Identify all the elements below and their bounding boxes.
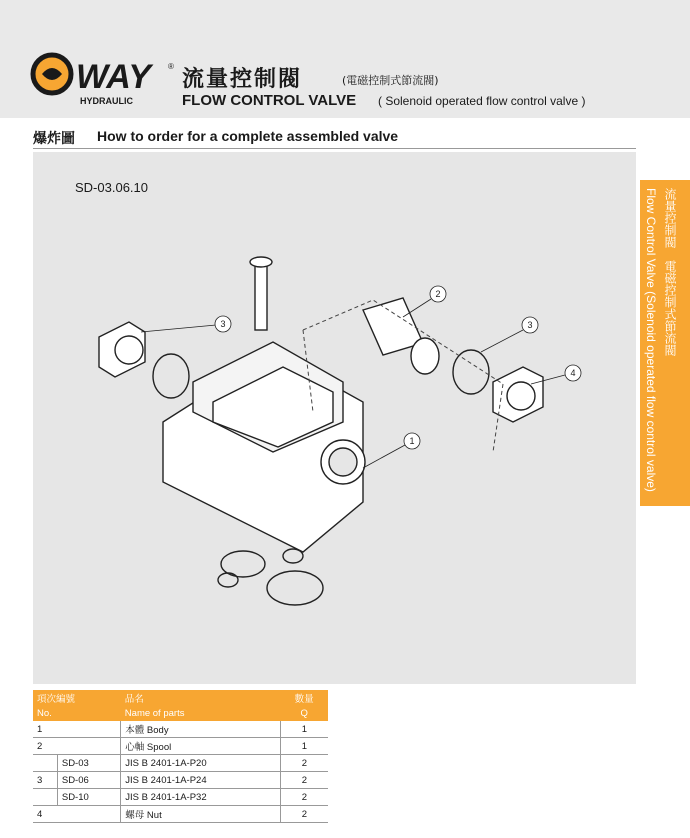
row-q: 1 [280, 738, 328, 755]
row-sub: SD-10 [57, 789, 120, 806]
row-q: 2 [280, 789, 328, 806]
row-q: 2 [280, 755, 328, 772]
callout-label-2: 2 [435, 289, 441, 299]
row-name: JIS B 2401-1A-P24 [121, 772, 280, 789]
callout-3-left [141, 316, 231, 332]
row-no [33, 755, 57, 772]
section-en: How to order for a complete assembled valve [97, 128, 399, 144]
table-row [33, 789, 328, 806]
header-q-zh: 數量 [280, 690, 328, 706]
title-zh: 流量控制閥 [182, 67, 303, 92]
row-no: 2 [33, 738, 57, 755]
row-sub [57, 738, 120, 755]
way-logo [30, 48, 180, 108]
header-no-en: No. [33, 706, 121, 721]
row-no [33, 789, 57, 806]
side-tab-zh: 流量控制閥 電磁控制式節流閥 [663, 188, 677, 356]
header-q-en: Q [280, 706, 328, 721]
row-no: 3 [33, 772, 57, 789]
callout-label-3b: 3 [527, 320, 533, 330]
section-heading [33, 128, 636, 149]
callout-label-4: 4 [570, 368, 576, 378]
row-name: 心軸 Spool [121, 738, 280, 755]
row-sub [57, 721, 120, 738]
o-ring-right [453, 350, 489, 394]
parts-table [33, 690, 328, 823]
table-row [33, 738, 328, 755]
exploded-view-panel [33, 152, 636, 684]
table-header-zh [33, 690, 328, 706]
table-row [33, 721, 328, 738]
bolt [255, 262, 267, 330]
header-band [0, 0, 690, 118]
table-row [33, 755, 328, 772]
model-code: SD-03.06.10 [75, 180, 148, 195]
brand-sub: HYDRAULIC [80, 96, 133, 106]
row-q: 2 [280, 806, 328, 823]
exploded-drawing [33, 152, 636, 684]
o-ring-bottom-4 [267, 571, 323, 605]
header-name-zh: 品名 [121, 690, 280, 706]
side-tab [640, 180, 690, 506]
row-q: 1 [280, 721, 328, 738]
section-zh: 爆炸圖 [33, 131, 75, 147]
o-ring-left [153, 354, 189, 398]
title-en-sub: ( Solenoid operated flow control valve ) [378, 94, 586, 108]
row-no: 4 [33, 806, 57, 823]
row-q: 2 [280, 772, 328, 789]
row-sub [57, 806, 120, 823]
registered-mark: ® [168, 62, 174, 71]
header-name-en: Name of parts [121, 706, 280, 721]
table-row [33, 772, 328, 789]
o-ring-bottom-2 [283, 549, 303, 563]
title-en: FLOW CONTROL VALVE [182, 92, 357, 109]
row-no: 1 [33, 721, 57, 738]
row-name: 螺母 Nut [121, 806, 280, 823]
table-row [33, 806, 328, 823]
callout-label-1: 1 [409, 436, 415, 446]
side-tab-en: Flow Control Valve (Solenoid operated flow control valve) [644, 188, 658, 492]
row-sub: SD-06 [57, 772, 120, 789]
title-zh-sub: (電磁控制式節流閥) [342, 74, 439, 87]
row-name: 本體 Body [121, 721, 280, 738]
o-ring-bottom-3 [218, 573, 238, 587]
table-header-en [33, 706, 328, 721]
row-sub: SD-03 [57, 755, 120, 772]
header-no-zh: 項次編號 [33, 690, 121, 706]
row-name: JIS B 2401-1A-P32 [121, 789, 280, 806]
brand-name: WAY [76, 58, 151, 96]
callout-label-3a: 3 [220, 319, 226, 329]
row-name: JIS B 2401-1A-P20 [121, 755, 280, 772]
